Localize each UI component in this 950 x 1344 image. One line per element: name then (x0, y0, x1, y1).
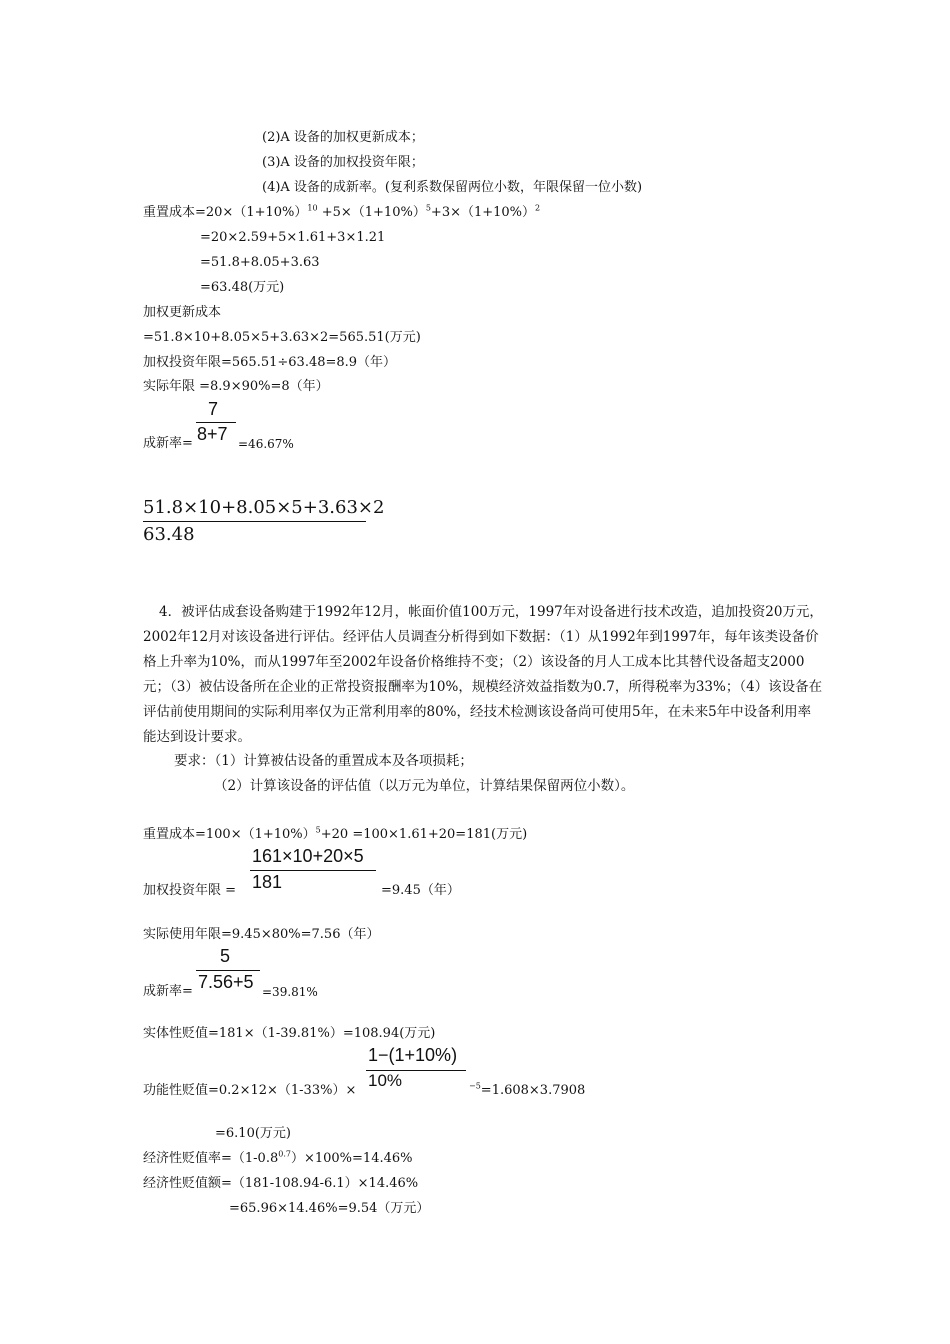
functional-depreciation-tail (469, 1082, 585, 1100)
calc-text: =1.608×3.7908 (480, 1083, 586, 1098)
physical-depreciation: 实体性贬值=181×（1-39.81%）=108.94(万元) (143, 1026, 436, 1041)
weighted-years-value: =9.45（年） (381, 883, 460, 898)
weighted-cost-heading: 加权更新成本 (143, 305, 222, 320)
fraction-numerator: 161×10+20×5 (252, 846, 364, 866)
question-item-4: (4)A 设备的成新率。(复利系数保留两位小数，年限保留一位小数) (262, 180, 643, 195)
fraction-denominator: 181 (252, 872, 283, 892)
question-item-2: (2)A 设备的加权更新成本； (262, 130, 424, 145)
exponent: 2 (535, 203, 541, 213)
functional-depreciation-label: 功能性贬值=0.2×12×（1-33%）× (143, 1083, 357, 1098)
newness-rate-value-2: =39.81% (262, 985, 318, 999)
fraction-denominator: 8+7 (197, 424, 228, 444)
calc-text: +3×（1+10%） (430, 205, 536, 220)
calc-text: +5×（1+10%） (317, 205, 426, 220)
fraction-numerator: 7 (208, 399, 219, 419)
fraction-numerator: 51.8×10+8.05×5+3.63×2 (143, 497, 385, 518)
calc-step-1: =20×2.59+5×1.61+3×1.21 (200, 230, 386, 245)
fraction-bar (196, 422, 236, 423)
calc-text: +20 =100×1.61+20=181(万元) (320, 827, 528, 842)
replacement-cost-line (143, 204, 540, 222)
fraction-bar (143, 521, 366, 522)
actual-years-calc: 实际年限 =8.9×90%=8（年） (143, 379, 329, 394)
fraction-numerator: 1−(1+10%) (368, 1045, 458, 1065)
exponent: 0.7 (278, 1149, 291, 1159)
actual-use-years: 实际使用年限=9.45×80%=7.56（年） (143, 927, 380, 942)
fraction-denominator: 63.48 (143, 524, 195, 545)
weighted-years-fraction-2 (250, 846, 380, 898)
fraction-bar (250, 870, 376, 871)
fraction-denominator: 7.56+5 (198, 972, 254, 992)
newness-rate-label-2: 成新率= (143, 984, 193, 999)
calc-text: 重置成本=20×（1+10%） (143, 205, 308, 220)
economic-depreciation-result: =65.96×14.46%=9.54（万元） (229, 1201, 430, 1216)
fraction-denominator: 10% (368, 1071, 403, 1090)
functional-depreciation-result: =6.10(万元) (215, 1126, 291, 1141)
newness-rate-value: =46.67% (238, 437, 294, 451)
fraction-bar (196, 970, 260, 971)
replacement-cost-line-2 (143, 826, 527, 844)
weighted-years-label: 加权投资年限 = (143, 883, 237, 898)
newness-rate-label: 成新率= (143, 436, 193, 451)
calc-step-3: =63.48(万元) (200, 280, 285, 295)
exponent: 5 (425, 203, 431, 213)
newness-rate-fraction (194, 399, 238, 449)
exponent: 5 (315, 825, 321, 835)
economic-depreciation-rate (143, 1150, 413, 1168)
weighted-years-calc: 加权投资年限=565.51÷63.48=8.9（年） (143, 355, 397, 370)
annuity-factor-fraction (366, 1045, 471, 1097)
calc-text: 重置成本=100×（1+10%） (143, 827, 316, 842)
exponent: 10 (307, 203, 318, 213)
economic-depreciation-amount: 经济性贬值额=（181-108.94-6.1）×14.46% (143, 1176, 419, 1191)
fraction-numerator: 5 (220, 946, 231, 966)
requirement-1: 要求：（1）计算被估设备的重置成本及各项损耗； (174, 753, 473, 769)
newness-rate-fraction-2 (194, 946, 262, 998)
question-item-3: (3)A 设备的加权投资年限； (262, 155, 424, 170)
problem-4-text: 4．被评估成套设备购建于1992年12月，帐面价值100万元，1997年对设备进行技术改造，追加投资20万元，2002年12月对该设备进行评估。经评估人员调查分析得到如下数据：（1）从1992年到1997年，每年该类设备价格上升率为10%，而从1997年至2002年设备价格维持不变；（2）该设备的月人工成本比其替代设备超支2000元；（3）被估设备所在企业的正常投资报酬率为10%，规模经济效益指数为0.7，所得税率为33%；（4）该设备在评估前使用期间的实际利用率仅为正常利用率的80%，经技术检测该设备尚可使用5年，在未来5年中设备利用率能达到设计要求。 (143, 604, 823, 745)
weighted-cost-calc: =51.8×10+8.05×5+3.63×2=565.51(万元) (143, 330, 421, 345)
calc-step-2: =51.8+8.05+3.63 (200, 255, 320, 270)
weighted-years-fraction (143, 497, 385, 549)
calc-text: ）×100%=14.46% (290, 1151, 413, 1166)
calc-text: 经济性贬值率=（1-0.8 (143, 1151, 279, 1166)
requirement-2: （2）计算该设备的评估值（以万元为单位，计算结果保留两位小数）。 (214, 778, 635, 794)
exponent: −5 (469, 1081, 481, 1091)
